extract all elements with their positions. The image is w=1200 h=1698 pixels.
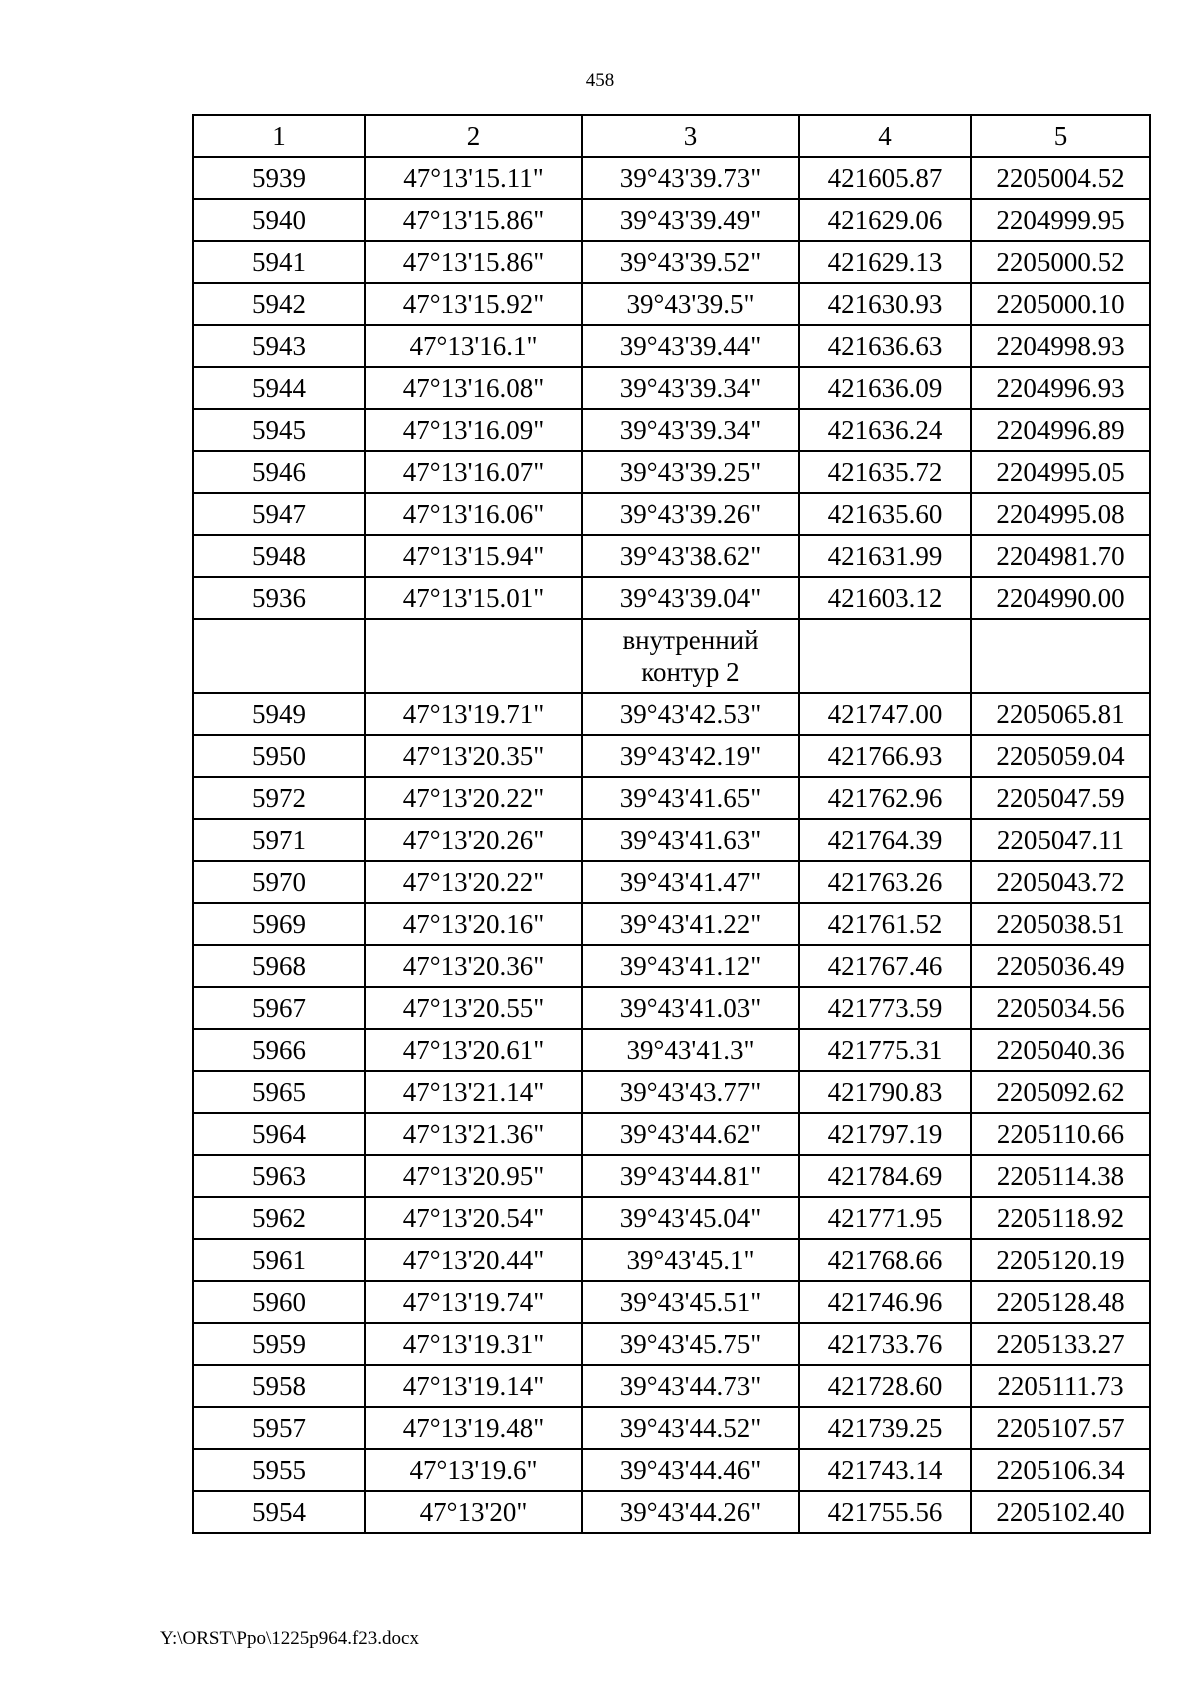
y-coordinate-cell: 2205040.36 [971,1029,1150,1071]
table-row [193,409,1150,451]
x-coordinate-cell: 421746.96 [799,1281,971,1323]
longitude-cell: 39°43'41.63" [582,819,799,861]
point-number-cell: 5972 [193,777,365,819]
table-row [193,1197,1150,1239]
point-number-cell: 5957 [193,1407,365,1449]
y-coordinate-cell: 2205128.48 [971,1281,1150,1323]
table-row [193,819,1150,861]
point-number-cell: 5948 [193,535,365,577]
point-number-cell: 5971 [193,819,365,861]
table-row [193,577,1150,619]
x-coordinate-cell: 421784.69 [799,1155,971,1197]
latitude-cell: 47°13'16.06" [365,493,582,535]
longitude-cell: 39°43'41.3" [582,1029,799,1071]
longitude-cell: 39°43'45.75" [582,1323,799,1365]
table-row [193,1155,1150,1197]
latitude-cell: 47°13'16.09" [365,409,582,451]
table-row [193,199,1150,241]
point-number-cell: 5955 [193,1449,365,1491]
table-row [193,861,1150,903]
point-number-cell: 5967 [193,987,365,1029]
y-coordinate-cell: 2205047.11 [971,819,1150,861]
point-number-cell: 5960 [193,1281,365,1323]
longitude-cell: 39°43'39.52" [582,241,799,283]
x-coordinate-cell: 421636.24 [799,409,971,451]
y-coordinate-cell: 2205000.52 [971,241,1150,283]
table-row [193,451,1150,493]
header-row [193,115,1150,157]
longitude-cell: 39°43'39.04" [582,577,799,619]
latitude-cell: 47°13'20.22" [365,777,582,819]
point-number-cell: 5944 [193,367,365,409]
longitude-cell: 39°43'38.62" [582,535,799,577]
header-col-5: 5 [971,115,1150,157]
point-number-cell: 5941 [193,241,365,283]
y-coordinate-cell: 2204996.93 [971,367,1150,409]
table-row [193,1281,1150,1323]
header-col-4: 4 [799,115,971,157]
point-number-cell: 5943 [193,325,365,367]
table-header [193,115,1150,157]
longitude-cell: 39°43'39.44" [582,325,799,367]
point-number-cell: 5961 [193,1239,365,1281]
x-coordinate-cell: 421629.13 [799,241,971,283]
point-number-cell: 5949 [193,693,365,735]
y-coordinate-cell: 2205036.49 [971,945,1150,987]
latitude-cell: 47°13'20.16" [365,903,582,945]
x-coordinate-cell: 421743.14 [799,1449,971,1491]
point-number-cell: 5946 [193,451,365,493]
latitude-cell: 47°13'20.26" [365,819,582,861]
table-row [193,735,1150,777]
x-coordinate-cell: 421763.26 [799,861,971,903]
table-body [193,157,1150,1533]
table-row [193,1071,1150,1113]
table-row [193,987,1150,1029]
y-coordinate-cell: 2205114.38 [971,1155,1150,1197]
latitude-cell: 47°13'19.14" [365,1365,582,1407]
point-number-cell: 5964 [193,1113,365,1155]
y-coordinate-cell: 2205065.81 [971,693,1150,735]
x-coordinate-cell: 421733.76 [799,1323,971,1365]
latitude-cell: 47°13'15.11" [365,157,582,199]
longitude-cell: 39°43'39.34" [582,367,799,409]
y-coordinate-cell: 2204999.95 [971,199,1150,241]
table-row [193,1113,1150,1155]
point-number-cell: 5965 [193,1071,365,1113]
point-number-cell: 5969 [193,903,365,945]
table-row [193,1491,1150,1533]
y-coordinate-cell: 2204995.05 [971,451,1150,493]
latitude-cell: 47°13'15.01" [365,577,582,619]
latitude-cell: 47°13'15.86" [365,241,582,283]
x-coordinate-cell: 421636.09 [799,367,971,409]
table-row [193,693,1150,735]
y-coordinate-cell: 2204981.70 [971,535,1150,577]
point-number-cell: 5970 [193,861,365,903]
table-row [193,777,1150,819]
x-coordinate-cell: 421761.52 [799,903,971,945]
latitude-cell: 47°13'16.07" [365,451,582,493]
table-row [193,945,1150,987]
y-coordinate-cell: 2204995.08 [971,493,1150,535]
y-coordinate-cell: 2205043.72 [971,861,1150,903]
table-row [193,241,1150,283]
point-number-cell: 5945 [193,409,365,451]
x-coordinate-cell: 421762.96 [799,777,971,819]
x-coordinate-cell: 421605.87 [799,157,971,199]
y-coordinate-cell: 2205000.10 [971,283,1150,325]
table-row [193,1407,1150,1449]
point-number-cell: 5962 [193,1197,365,1239]
x-coordinate-cell: 421603.12 [799,577,971,619]
y-coordinate-cell: 2205092.62 [971,1071,1150,1113]
y-coordinate-cell: 2205118.92 [971,1197,1150,1239]
longitude-cell: 39°43'44.26" [582,1491,799,1533]
longitude-cell: 39°43'39.73" [582,157,799,199]
latitude-cell: 47°13'19.6" [365,1449,582,1491]
empty-cell [193,619,365,693]
y-coordinate-cell: 2205034.56 [971,987,1150,1029]
table-row [193,1365,1150,1407]
longitude-cell: 39°43'41.03" [582,987,799,1029]
latitude-cell: 47°13'19.74" [365,1281,582,1323]
latitude-cell: 47°13'19.31" [365,1323,582,1365]
longitude-cell: 39°43'44.46" [582,1449,799,1491]
point-number-cell: 5950 [193,735,365,777]
table-row [193,283,1150,325]
x-coordinate-cell: 421775.31 [799,1029,971,1071]
longitude-cell: 39°43'44.81" [582,1155,799,1197]
footer-file-path: Y:\ORST\Ppo\1225p964.f23.docx [160,1628,419,1649]
header-col-3: 3 [582,115,799,157]
table-row [193,325,1150,367]
x-coordinate-cell: 421790.83 [799,1071,971,1113]
table-row [193,1323,1150,1365]
latitude-cell: 47°13'20.55" [365,987,582,1029]
latitude-cell: 47°13'20.54" [365,1197,582,1239]
latitude-cell: 47°13'20" [365,1491,582,1533]
y-coordinate-cell: 2205004.52 [971,157,1150,199]
point-number-cell: 5968 [193,945,365,987]
longitude-cell: 39°43'44.62" [582,1113,799,1155]
y-coordinate-cell: 2204998.93 [971,325,1150,367]
point-number-cell: 5959 [193,1323,365,1365]
header-col-2: 2 [365,115,582,157]
latitude-cell: 47°13'19.71" [365,693,582,735]
y-coordinate-cell: 2205107.57 [971,1407,1150,1449]
page-number: 458 [585,70,615,91]
y-coordinate-cell: 2205102.40 [971,1491,1150,1533]
point-number-cell: 5966 [193,1029,365,1071]
longitude-cell: 39°43'42.19" [582,735,799,777]
x-coordinate-cell: 421636.63 [799,325,971,367]
empty-cell [971,619,1150,693]
y-coordinate-cell: 2205110.66 [971,1113,1150,1155]
point-number-cell: 5963 [193,1155,365,1197]
table-row [193,1449,1150,1491]
point-number-cell: 5942 [193,283,365,325]
point-number-cell: 5958 [193,1365,365,1407]
point-number-cell: 5940 [193,199,365,241]
x-coordinate-cell: 421766.93 [799,735,971,777]
x-coordinate-cell: 421635.72 [799,451,971,493]
point-number-cell: 5947 [193,493,365,535]
x-coordinate-cell: 421631.99 [799,535,971,577]
table-row [193,535,1150,577]
latitude-cell: 47°13'20.61" [365,1029,582,1071]
longitude-cell: 39°43'43.77" [582,1071,799,1113]
x-coordinate-cell: 421771.95 [799,1197,971,1239]
y-coordinate-cell: 2204990.00 [971,577,1150,619]
empty-cell [365,619,582,693]
x-coordinate-cell: 421764.39 [799,819,971,861]
latitude-cell: 47°13'20.22" [365,861,582,903]
latitude-cell: 47°13'16.08" [365,367,582,409]
longitude-cell: 39°43'42.53" [582,693,799,735]
y-coordinate-cell: 2205059.04 [971,735,1150,777]
section-heading-row [193,619,1150,693]
x-coordinate-cell: 421635.60 [799,493,971,535]
table-row [193,1239,1150,1281]
point-number-cell: 5936 [193,577,365,619]
x-coordinate-cell: 421630.93 [799,283,971,325]
x-coordinate-cell: 421767.46 [799,945,971,987]
y-coordinate-cell: 2205047.59 [971,777,1150,819]
longitude-cell: 39°43'39.5" [582,283,799,325]
latitude-cell: 47°13'20.35" [365,735,582,777]
table-row [193,903,1150,945]
point-number-cell: 5939 [193,157,365,199]
x-coordinate-cell: 421797.19 [799,1113,971,1155]
x-coordinate-cell: 421747.00 [799,693,971,735]
latitude-cell: 47°13'16.1" [365,325,582,367]
latitude-cell: 47°13'20.44" [365,1239,582,1281]
coordinates-table [192,114,1151,1534]
header-col-1: 1 [193,115,365,157]
latitude-cell: 47°13'15.92" [365,283,582,325]
longitude-cell: 39°43'39.34" [582,409,799,451]
longitude-cell: 39°43'45.51" [582,1281,799,1323]
latitude-cell: 47°13'20.95" [365,1155,582,1197]
y-coordinate-cell: 2205106.34 [971,1449,1150,1491]
table-row [193,367,1150,409]
latitude-cell: 47°13'19.48" [365,1407,582,1449]
latitude-cell: 47°13'15.94" [365,535,582,577]
longitude-cell: 39°43'45.04" [582,1197,799,1239]
x-coordinate-cell: 421739.25 [799,1407,971,1449]
y-coordinate-cell: 2205120.19 [971,1239,1150,1281]
longitude-cell: 39°43'41.47" [582,861,799,903]
y-coordinate-cell: 2204996.89 [971,409,1150,451]
x-coordinate-cell: 421773.59 [799,987,971,1029]
longitude-cell: 39°43'39.25" [582,451,799,493]
longitude-cell: 39°43'44.52" [582,1407,799,1449]
longitude-cell: 39°43'41.65" [582,777,799,819]
section-heading-cell: внутренний контур 2 [582,619,799,693]
y-coordinate-cell: 2205133.27 [971,1323,1150,1365]
x-coordinate-cell: 421755.56 [799,1491,971,1533]
longitude-cell: 39°43'39.49" [582,199,799,241]
latitude-cell: 47°13'21.14" [365,1071,582,1113]
y-coordinate-cell: 2205111.73 [971,1365,1150,1407]
longitude-cell: 39°43'45.1" [582,1239,799,1281]
longitude-cell: 39°43'41.22" [582,903,799,945]
latitude-cell: 47°13'15.86" [365,199,582,241]
longitude-cell: 39°43'44.73" [582,1365,799,1407]
point-number-cell: 5954 [193,1491,365,1533]
longitude-cell: 39°43'39.26" [582,493,799,535]
x-coordinate-cell: 421768.66 [799,1239,971,1281]
x-coordinate-cell: 421629.06 [799,199,971,241]
table-row [193,157,1150,199]
latitude-cell: 47°13'20.36" [365,945,582,987]
latitude-cell: 47°13'21.36" [365,1113,582,1155]
longitude-cell: 39°43'41.12" [582,945,799,987]
empty-cell [799,619,971,693]
y-coordinate-cell: 2205038.51 [971,903,1150,945]
table-row [193,493,1150,535]
table-row [193,1029,1150,1071]
x-coordinate-cell: 421728.60 [799,1365,971,1407]
